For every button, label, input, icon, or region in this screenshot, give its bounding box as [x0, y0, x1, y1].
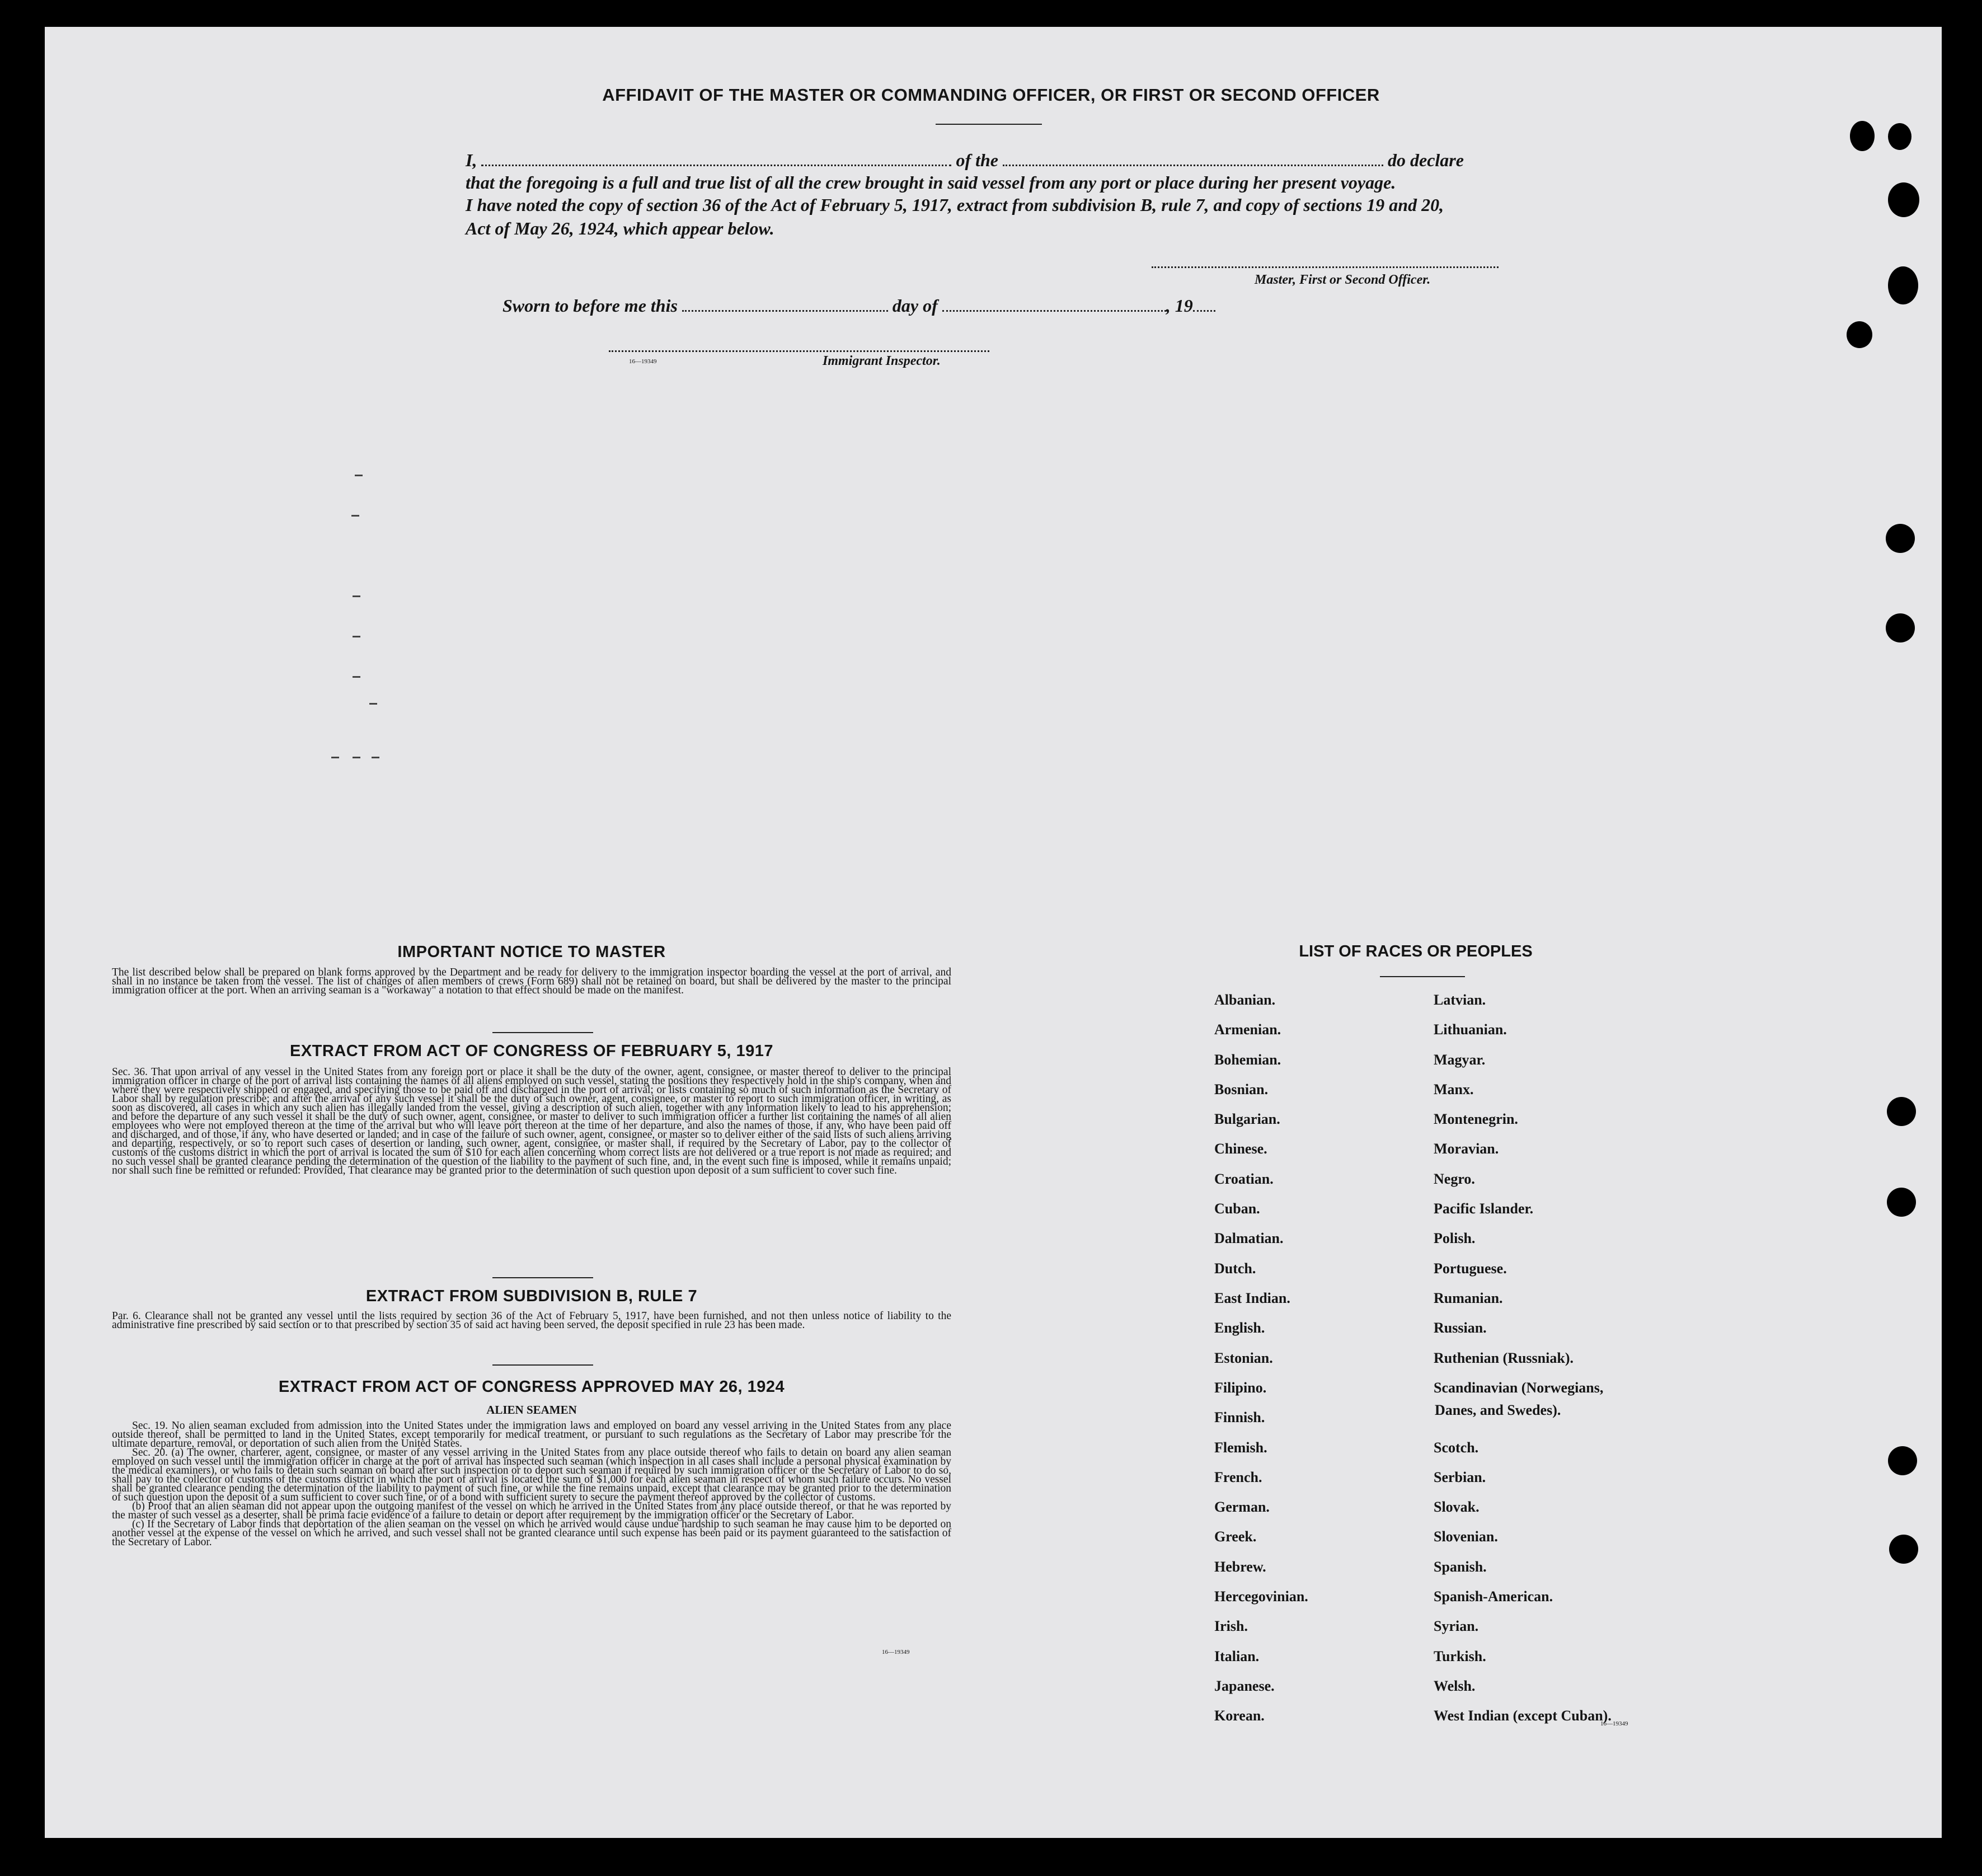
punch-hole: [1886, 613, 1915, 642]
rule7-title: EXTRACT FROM SUBDIVISION B, RULE 7: [365, 1287, 698, 1305]
race-item: Welsh.: [1434, 1678, 1476, 1694]
punch-hole: [1850, 121, 1875, 151]
affidavit-form-code: 16—19349: [629, 358, 657, 365]
notice-title: IMPORTANT NOTICE TO MASTER: [397, 943, 666, 961]
divider-3: [492, 1364, 593, 1366]
sworn-prefix: Sworn to before me this: [502, 296, 678, 316]
race-item: Albanian.: [1214, 992, 1276, 1008]
affidavit-title: AFFIDAVIT OF THE MASTER OR COMMANDING OFFICER, OR FIRST OR SECOND OFFICER: [602, 85, 1380, 105]
race-item: Manx.: [1434, 1081, 1474, 1098]
race-scandinavian-cont: Danes, and Swedes).: [1435, 1402, 1561, 1418]
extract-form-code: 16—19349: [882, 1649, 910, 1655]
punch-hole: [1886, 524, 1915, 553]
race-item: East Indian.: [1214, 1290, 1290, 1306]
race-item: Spanish.: [1434, 1559, 1487, 1575]
line1-suffix: do declare: [1388, 150, 1464, 170]
race-item: Montenegrin.: [1434, 1111, 1518, 1127]
race-item: Slovak.: [1434, 1499, 1480, 1515]
race-item: German.: [1214, 1499, 1270, 1515]
race-item: Hercegovinian.: [1214, 1588, 1308, 1605]
notice-text: The list described below shall be prepared on blank forms approved by the Department and be ready for delivery to the immigration inspector boarding the vessel at the port of arrival, and shall in no instance be taken from the vessel. The list of changes of alien members of crews (Form 689) shall not be retained on board, but shall be delivered by the master to the principal immigration officer at the port. When an arriving seaman is a "workaway" a notation to that effect should be made on the manifest.: [112, 967, 951, 996]
master-signature-label: Master, First or Second Officer.: [1255, 273, 1431, 287]
race-item: Slovenian.: [1434, 1528, 1498, 1545]
race-item: Spanish-American.: [1434, 1588, 1553, 1605]
stray-mark: [353, 676, 360, 678]
race-item: Rumanian.: [1434, 1290, 1503, 1306]
race-item: Armenian.: [1214, 1021, 1281, 1038]
punch-hole: [1889, 1535, 1918, 1564]
sec20b-text: (b) Proof that an alien seaman did not appear upon the outgoing manifest of the vessel on which he arrived in the United States from any place outside thereof, or that he was reported by the master of such vessel as a deserter, shall be prima facie evidence of a failure to detain or deport after requirement by the immigration officer or the Secretary of Labor.: [112, 1500, 951, 1521]
race-item: Italian.: [1214, 1648, 1260, 1664]
stray-mark: [351, 515, 359, 517]
stray-mark: [369, 703, 377, 705]
race-item: Serbian.: [1434, 1469, 1486, 1485]
sworn-year-blank[interactable]: [1193, 298, 1215, 312]
line1-prefix: I,: [466, 150, 477, 170]
inspector-signature-line[interactable]: [609, 350, 989, 352]
divider-1: [492, 1032, 593, 1033]
affidavit-line-2: that the foregoing is a full and true list of all the crew brought in said vessel from any port or place during her present voyage.: [466, 172, 1396, 193]
race-item: Polish.: [1434, 1230, 1476, 1246]
punch-hole: [1887, 1097, 1916, 1126]
race-item: Scotch.: [1434, 1439, 1479, 1456]
punch-hole: [1888, 1446, 1917, 1475]
extract-1924-title: EXTRACT FROM ACT OF CONGRESS APPROVED MAY 26, 1924: [278, 1378, 785, 1396]
race-item: Dalmatian.: [1214, 1230, 1284, 1246]
sworn-line: [502, 296, 1215, 316]
race-item: Irish.: [1214, 1618, 1248, 1634]
race-item: West Indian (except Cuban).: [1434, 1708, 1612, 1724]
race-item: Pacific Islander.: [1434, 1200, 1534, 1217]
sworn-day-label: day of: [892, 296, 938, 316]
race-item: Greek.: [1214, 1528, 1257, 1545]
race-item: Croatian.: [1214, 1171, 1274, 1187]
races-divider: [1380, 976, 1465, 977]
race-item: Bulgarian.: [1214, 1111, 1280, 1127]
divider-2: [492, 1277, 593, 1278]
race-item: Latvian.: [1434, 992, 1486, 1008]
race-item: Bosnian.: [1214, 1081, 1269, 1098]
race-item: Hebrew.: [1214, 1559, 1266, 1575]
stray-mark: [355, 475, 363, 476]
race-item: Russian.: [1434, 1320, 1487, 1336]
race-item: Korean.: [1214, 1708, 1265, 1724]
name-blank[interactable]: [481, 152, 951, 166]
race-item: Syrian.: [1434, 1618, 1479, 1634]
race-item: Portuguese.: [1434, 1260, 1507, 1277]
stray-mark: [353, 636, 360, 637]
line1-mid: of the: [956, 150, 998, 170]
race-item: Negro.: [1434, 1171, 1475, 1187]
extract-1917-text: Sec. 36. That upon arrival of any vessel in the United States from any foreign port or place it shall be the duty of the owner, agent, consignee, or master thereof to deliver to the principal immigration officer in charge of the port of arrival lists containing the names of all aliens employed on such vessel, stating the positions they respectively hold in the ship's company, when and where they were respectively shipped or engaged, and specifying those to be paid off and discharged in the port of arrival; or lists containing so much of such information as the Secretary of Labor shall by regulation prescribe; and after the arrival of any such vessel it shall be the duty of such owner, agent, consignee, or master to report to such immigration officer, in writing, as soon as discovered, all cases in which any such alien has illegally landed from the vessel, giving a description of such alien, together with any information likely to lead to his apprehension; and before the departure of any such vessel it shall be the duty of such owner, agent, consignee, or master to deliver to such immigration officer a further list containing the names of all alien employees who were not employed thereon at the time of the arrival but who will leave port thereon at the time of her departure, and also the names of those, if any, who have been paid off and discharged, and of those, if any, who have deserted or landed; and in case of the failure of such owner, agent, consignee, or master so to deliver either of the said lists of such aliens arriving and departing, respectively, or so to report such cases of desertion or landing, such owner, agent, consignee, or master shall, if required by the Secretary of Labor, pay to the collector of customs of the customs district in which the port of arrival is located the sum of $10 for each alien concerning whom correct lists are not delivered or a true report is not made as required; and no such vessel shall be granted clearance pending the determination of the question of the liability to the payment of such fine, and, in the event such fine is imposed, while it remains unpaid; nor shall such fine be remitted or refunded: Provided, That clearance may be granted prior to the determination of such question upon deposit of a sum sufficient to cover such fine.: [112, 1066, 951, 1176]
punch-hole: [1888, 266, 1918, 304]
stray-mark: [353, 595, 360, 597]
race-item: Cuban.: [1214, 1200, 1260, 1217]
race-item: Turkish.: [1434, 1648, 1486, 1664]
extract-1924-body: [112, 1422, 951, 1547]
punch-hole: [1888, 182, 1919, 217]
stray-mark: [331, 757, 339, 758]
punch-hole: [1888, 123, 1911, 150]
race-item: Scandinavian (Norwegians,: [1434, 1380, 1604, 1396]
race-item: English.: [1214, 1320, 1265, 1336]
races-title: LIST OF RACES OR PEOPLES: [1299, 942, 1533, 960]
races-form-code: 16—19349: [1600, 1720, 1628, 1727]
punch-hole: [1887, 1188, 1916, 1217]
race-item: Filipino.: [1214, 1380, 1267, 1396]
race-item: Magyar.: [1434, 1052, 1486, 1068]
punch-hole: [1847, 321, 1872, 348]
affidavit-line-1: [466, 150, 1464, 171]
race-item: Ruthenian (Russniak).: [1434, 1350, 1574, 1366]
affidavit-line-3: I have noted the copy of section 36 of the Act of February 5, 1917, extract from subdivision B, rule 7, and copy of sections 19 and 20,: [466, 195, 1444, 215]
race-item: Chinese.: [1214, 1141, 1267, 1157]
stray-mark: [372, 757, 379, 758]
race-item: Finnish.: [1214, 1409, 1265, 1425]
sworn-month-blank[interactable]: [942, 298, 1166, 312]
sworn-day-blank[interactable]: [682, 298, 888, 312]
race-item: Lithuanian.: [1434, 1021, 1507, 1038]
title-divider: [936, 124, 1042, 125]
race-item: Japanese.: [1214, 1678, 1275, 1694]
sec19-text: Sec. 19. No alien seaman excluded from admission into the United States under the immigration laws and employed on board any vessel arriving in the United States from any place outside thereof, shall be permitted to land in the United States, except temporarily for medical treatment, or pursuant to such regulations as the Secretary of Labor may prescribe for the ultimate departure, removal, or deportation of such alien from the United States.: [112, 1420, 951, 1450]
alien-seamen-subtitle: ALIEN SEAMEN: [486, 1403, 577, 1417]
sworn-year-label: , 19: [1166, 296, 1193, 316]
race-item: Bohemian.: [1214, 1052, 1281, 1068]
master-signature-line[interactable]: [1152, 266, 1499, 268]
vessel-blank[interactable]: [1003, 152, 1383, 166]
race-item: Estonian.: [1214, 1350, 1273, 1366]
affidavit-line-4: Act of May 26, 1924, which appear below.: [466, 218, 774, 238]
race-item: Dutch.: [1214, 1260, 1256, 1277]
race-item: Flemish.: [1214, 1439, 1267, 1456]
inspector-label: Immigrant Inspector.: [823, 354, 941, 368]
rule7-text: Par. 6. Clearance shall not be granted any vessel until the lists required by section 36 of the Act of February 5, 1917, have been furnished, and not then unless notice of liability to the administrative fine prescribed by said section or to that prescribed by section 35 of said act having been served, the deposit specified in rule 23 has been made.: [112, 1310, 951, 1331]
extract-1917-title: EXTRACT FROM ACT OF CONGRESS OF FEBRUARY 5, 1917: [289, 1042, 774, 1060]
sec20c-text: (c) If the Secretary of Labor finds that deportation of the alien seaman on the vessel on which he arrived would cause undue hardship to such seaman he may cause him to be deported on another vessel at the expense of the vessel on which he arrived, and such vessel shall not be granted clearance until such expense has been paid or its payment guaranteed to the satisfaction of the Secretary of Labor.: [112, 1518, 951, 1548]
race-item: Moravian.: [1434, 1141, 1499, 1157]
race-item: French.: [1214, 1469, 1262, 1485]
stray-mark: [353, 757, 360, 758]
sec20a-text: Sec. 20. (a) The owner, charterer, agent, consignee, or master of any vessel arriving in the United States from any place outside thereof who fails to detain on board any alien seaman employed on such vessel until the immigration officer in charge at the port of arrival has inspected such seaman (which inspection in all cases shall include a personal physical examination by the medical examiners), or who fails to detain such seaman on board after such inspection or to deport such seaman if required by such immigration officer or the Secretary of Labor to do so, shall pay to the collector of customs of the customs district in which the port of arrival is located the sum of $1,000 for each alien seaman in respect of whom such failure occurs. No vessel shall be granted clearance pending the determination of the liability to payment of such fine, or while the fine remains unpaid, except that clearance may be granted prior to the determination of such question upon the deposit of a sum sufficient to cover such fine, or of a bond with sufficient surety to secure the payment thereof approved by the collector of customs.: [112, 1447, 951, 1503]
